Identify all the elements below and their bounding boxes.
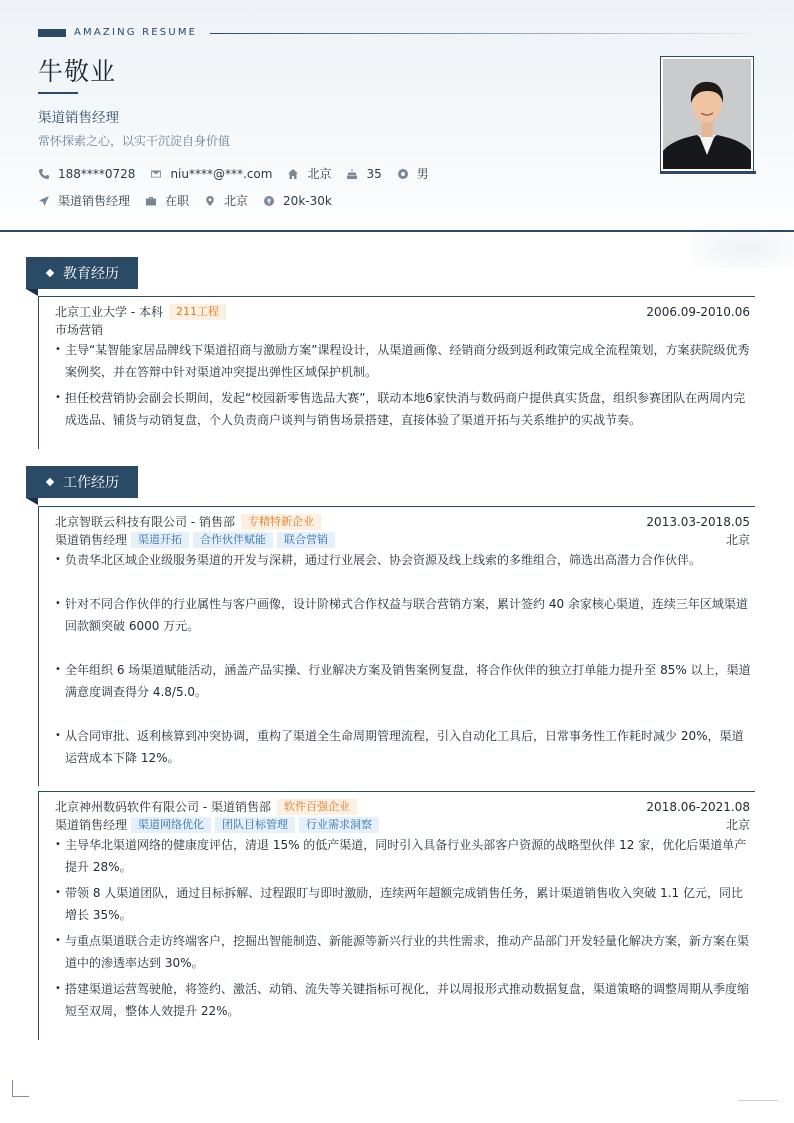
job1-bullet [55, 725, 751, 769]
bullet-dot: • [55, 983, 61, 994]
job1-role: 渠道销售经理 [55, 533, 128, 547]
diamond-icon [46, 269, 54, 277]
job1-role-row [55, 531, 750, 548]
gender-icon [397, 168, 409, 180]
decorative-glow [690, 228, 794, 268]
bullet-dot: • [55, 392, 61, 403]
bullet-dot: • [55, 887, 61, 898]
job1-head [55, 513, 750, 530]
education-bullet [55, 339, 751, 383]
bullet-dot: • [55, 839, 61, 850]
age-item [346, 167, 381, 181]
home-icon [287, 168, 299, 180]
phone-item [38, 167, 135, 181]
cake-icon [346, 168, 358, 180]
job1-side-line [38, 506, 39, 786]
gender-text: 男 [416, 167, 429, 181]
bullet-dot: • [55, 554, 61, 565]
job1-skill-tag: 渠道开拓 [131, 532, 189, 548]
bullet-text: 从合同审批、返利核算到冲突协调，重构了渠道全生命周期管理流程，引入自动化工具后，日常事务性工作耗时减少 20%，渠道运营成本下降 12%。 [65, 729, 744, 765]
bullet-text: 搭建渠道运营驾驶舱，将签约、激活、动销、流失等关键指标可视化，并以周报形式推动数据复盘，渠道策略的调整周期从季度缩短至双周，整体人效提升 22%。 [65, 982, 750, 1018]
education-major-row [55, 321, 750, 338]
education-bullet [55, 387, 751, 431]
work-section-line [38, 506, 755, 507]
candidate-motto: 常怀探索之心，以实干沉淀自身价值 [38, 134, 231, 148]
heading-fold [26, 289, 38, 296]
age-text: 35 [366, 166, 382, 181]
intent-city-item [204, 192, 248, 209]
bullet-dot: • [55, 344, 61, 355]
bullet-dot: • [55, 935, 61, 946]
bullet-text: 全年组织 6 场渠道赋能活动，涵盖产品实操、行业解决方案及销售案例复盘，将合作伙伴的独立打单能力提升至 85% 以上，渠道满意度调查得分 4.8/5.0。 [65, 663, 751, 699]
job2-role-row [55, 816, 750, 833]
intent-position-item [38, 192, 130, 209]
work-heading-text: 工作经历 [63, 475, 119, 491]
education-heading-text: 教育经历 [63, 266, 119, 282]
bullet-text: 与重点渠道联合走访终端客户，挖掘出智能制造、新能源等新兴行业的共性需求，推动产品部门开发轻量化解决方案，新方案在渠道中的渗透率达到 30%。 [65, 934, 750, 970]
school-tag: 211工程 [169, 304, 226, 320]
diamond-icon [46, 478, 54, 486]
school-name: 北京工业大学 - 本科 [55, 305, 163, 319]
header-rule [0, 230, 794, 232]
job2-bullet [55, 834, 751, 878]
heading-fold [26, 498, 38, 505]
job2-date: 2018.06-2021.08 [646, 799, 750, 814]
work-section-heading [26, 466, 138, 498]
brand-bar [38, 29, 66, 37]
job2-company-tag: 软件百强企业 [277, 799, 357, 815]
corner-mark [12, 1080, 29, 1097]
bullet-text: 带领 8 人渠道团队，通过目标拆解、过程跟盯与即时激励，连续两年超额完成销售任务，累计渠道销售收入突破 1.1 亿元，同比增长 35%。 [65, 886, 743, 922]
job1-skill-tag: 联合营销 [277, 532, 335, 548]
gender-item [397, 165, 429, 182]
location-pin-icon [204, 195, 216, 207]
brand-divider [210, 33, 755, 34]
job1-bullet [55, 659, 751, 703]
name-underline [38, 92, 78, 94]
job2-top-line [38, 791, 755, 792]
job1-company-tag: 专精特新企业 [241, 514, 321, 530]
job2-city: 北京 [725, 818, 750, 832]
brand-label: AMAZING RESUME [74, 27, 198, 38]
job1-city: 北京 [725, 533, 750, 547]
bullet-dot: • [55, 598, 61, 609]
education-date: 2006.09-2010.06 [646, 304, 750, 319]
job2-side-line [38, 791, 39, 1040]
education-side-line [38, 296, 39, 449]
home-text: 北京 [307, 167, 332, 181]
bullet-text: 针对不同合作伙伴的行业属性与客户画像，设计阶梯式合作权益与联合营销方案，累计签约 40 余家核心渠道，连续三年区域渠道回款额突破 6000 万元。 [65, 597, 748, 633]
job2-role: 渠道销售经理 [55, 818, 128, 832]
education-section-line [38, 296, 755, 297]
bullet-text: 负责华北区域企业级服务渠道的开发与深耕，通过行业展会、协会资源及线上线索的多维组合，筛选出高潜力合作伙伴。 [65, 553, 702, 567]
candidate-title: 渠道销售经理 [38, 110, 119, 126]
job2-skill-tag: 行业需求洞察 [299, 817, 379, 833]
job1-skill-tag: 合作伙伴赋能 [193, 532, 273, 548]
job2-skill-tag: 团队目标管理 [215, 817, 295, 833]
photo-bar [660, 171, 756, 174]
home-item [287, 165, 331, 182]
job2-head [55, 798, 750, 815]
major: 市场营销 [55, 323, 104, 337]
job-intent-row [38, 192, 347, 209]
job2-company: 北京神州数码软件有限公司 - 渠道销售部 [55, 800, 271, 814]
phone-text: 188****0728 [58, 166, 136, 181]
job1-bullet [55, 549, 751, 571]
job1-company: 北京智联云科技有限公司 - 销售部 [55, 515, 235, 529]
status-item [145, 192, 189, 209]
bullet-text: 主导华北渠道网络的健康度评估，清退 15% 的低产渠道，同时引入具备行业头部客户资源的战略型伙伴 12 家，优化后渠道单产提升 28%。 [65, 838, 747, 874]
briefcase-icon [145, 195, 157, 207]
education-entry-head [55, 303, 750, 320]
salary-text: 20k-30k [283, 193, 332, 208]
job2-bullet [55, 930, 751, 974]
send-icon [38, 195, 50, 207]
bullet-dot: • [55, 664, 61, 675]
job2-bullet [55, 978, 751, 1022]
email-text: niu****@***.com [170, 166, 273, 181]
contact-info-row [38, 165, 444, 182]
mail-icon [150, 168, 162, 180]
education-section-heading [26, 257, 138, 289]
job1-bullet [55, 593, 751, 637]
candidate-name: 牛敬业 [38, 57, 117, 86]
job2-skill-tag: 渠道网络优化 [131, 817, 211, 833]
intent-position-text: 渠道销售经理 [58, 194, 131, 208]
bullet-text: 担任校营销协会副会长期间，发起“校园新零售选品大赛”，联动本地6家快消与数码商户提供真实货盘，组织参赛团队在两周内完成选品、铺货与动销复盘，个人负责商户谈判与销售场景搭建，直接体验了渠道开拓与关系维护的实战节奏。 [65, 391, 746, 427]
profile-photo [663, 59, 751, 169]
email-item [150, 167, 272, 181]
status-text: 在职 [165, 194, 190, 208]
salary-icon [263, 195, 275, 207]
job2-bullet [55, 882, 751, 926]
intent-city-text: 北京 [224, 194, 249, 208]
bullet-text: 主导“某智能家居品牌线下渠道招商与激励方案”课程设计，从渠道画像、经销商分级到返利政策完成全流程策划，方案获院级优秀案例奖，并在答辩中针对渠道冲突提出弹性区域保护机制。 [65, 343, 750, 379]
bullet-dot: • [55, 730, 61, 741]
salary-item [263, 194, 332, 208]
phone-icon [38, 168, 50, 180]
corner-mark [738, 1100, 778, 1101]
job1-date: 2013.03-2018.05 [646, 514, 750, 529]
